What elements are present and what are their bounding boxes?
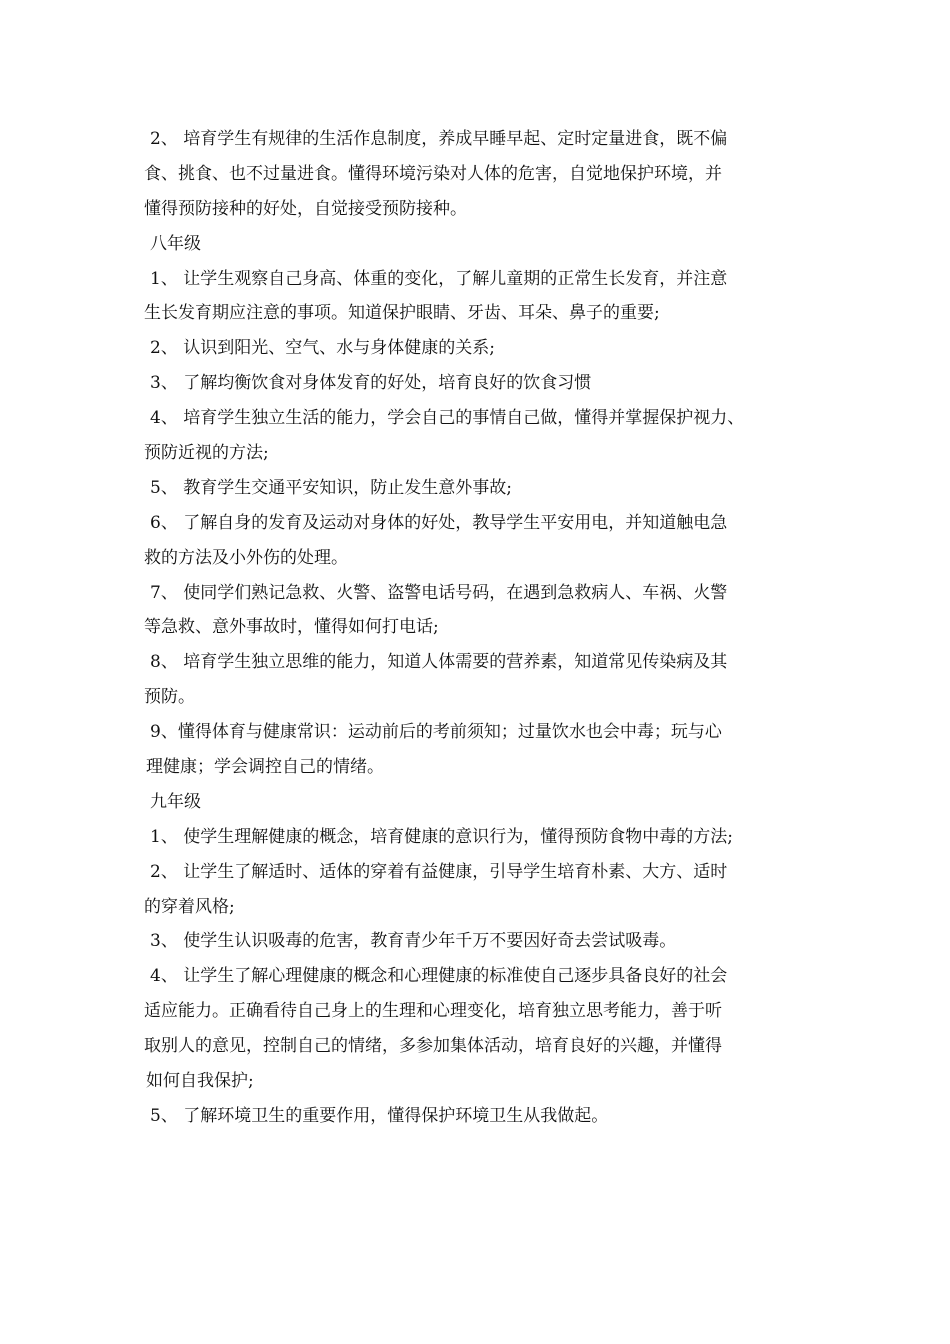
paragraph-line: 救的方法及小外伤的处理。 [144, 547, 348, 568]
paragraph-line: 3、 了解均衡饮食对身体发育的好处，培育良好的饮食习惯 [150, 373, 592, 394]
paragraph-line: 的穿着风格; [144, 896, 235, 917]
paragraph-line: 1、 让学生观察自己身高、体重的变化，了解儿童期的正常生长发育，并注意 [150, 268, 728, 289]
paragraph-line: 3、 使学生认识吸毒的危害，教育青少年千万不要因好奇去尝试吸毒。 [150, 931, 677, 952]
paragraph-line: 2、 认识到阳光、空气、水与身体健康的关系; [150, 338, 495, 359]
paragraph-line: 4、 让学生了解心理健康的概念和心理健康的标准使自己逐步具备良好的社会 [150, 966, 728, 987]
paragraph-line: 6、 了解自身的发育及运动对身体的好处，教导学生平安用电，并知道触电急 [150, 512, 728, 533]
paragraph-line: 生长发育期应注意的事项。知道保护眼睛、牙齿、耳朵、鼻子的重要; [144, 303, 660, 324]
paragraph-line: 7、 使同学们熟记急救、火警、盗警电话号码，在遇到急救病人、车祸、火警 [150, 582, 728, 603]
paragraph-line: 如何自我保护; [146, 1071, 254, 1092]
section-heading-grade8: 八年级 [150, 233, 201, 254]
document-body [144, 122, 834, 1134]
paragraph-line: 1、 使学生理解健康的概念，培育健康的意识行为，懂得预防食物中毒的方法; [150, 826, 733, 847]
paragraph-line: 适应能力。正确看待自己身上的生理和心理变化，培育独立思考能力，善于听 [144, 1001, 722, 1022]
section-heading-grade9: 九年级 [150, 791, 201, 812]
paragraph-line: 5、 了解环境卫生的重要作用，懂得保护环境卫生从我做起。 [150, 1105, 609, 1126]
paragraph-line: 2、 培育学生有规律的生活作息制度，养成早睡早起、定时定量进食，既不偏 [150, 129, 728, 149]
paragraph-line: 等急救、意外事故时，懂得如何打电话; [144, 617, 439, 638]
paragraph-line: 2、 让学生了解适时、适体的穿着有益健康，引导学生培育朴素、大方、适时 [150, 861, 728, 882]
paragraph-line: 9、懂得体育与健康常识：运动前后的考前须知；过量饮水也会中毒；玩与心 [150, 722, 722, 743]
paragraph-line: 预防近视的方法; [144, 443, 269, 464]
paragraph-line: 取别人的意见，控制自己的情绪，多参加集体活动，培育良好的兴趣，并懂得 [144, 1036, 722, 1057]
paragraph-line: 8、 培育学生独立思维的能力，知道人体需要的营养素，知道常见传染病及其 [150, 652, 728, 673]
paragraph-line: 5、 教育学生交通平安知识，防止发生意外事故; [150, 477, 512, 498]
paragraph-line: 懂得预防接种的好处，自觉接受预防接种。 [144, 198, 467, 219]
paragraph-line: 食、挑食、也不过量进食。懂得环境污染对人体的危害，自觉地保护环境，并 [144, 163, 722, 184]
paragraph-line: 4、 培育学生独立生活的能力，学会自己的事情自己做，懂得并掌握保护视力、 [150, 408, 745, 429]
paragraph-line: 预防。 [144, 687, 195, 708]
paragraph-line: 理健康；学会调控自己的情绪。 [146, 757, 384, 778]
